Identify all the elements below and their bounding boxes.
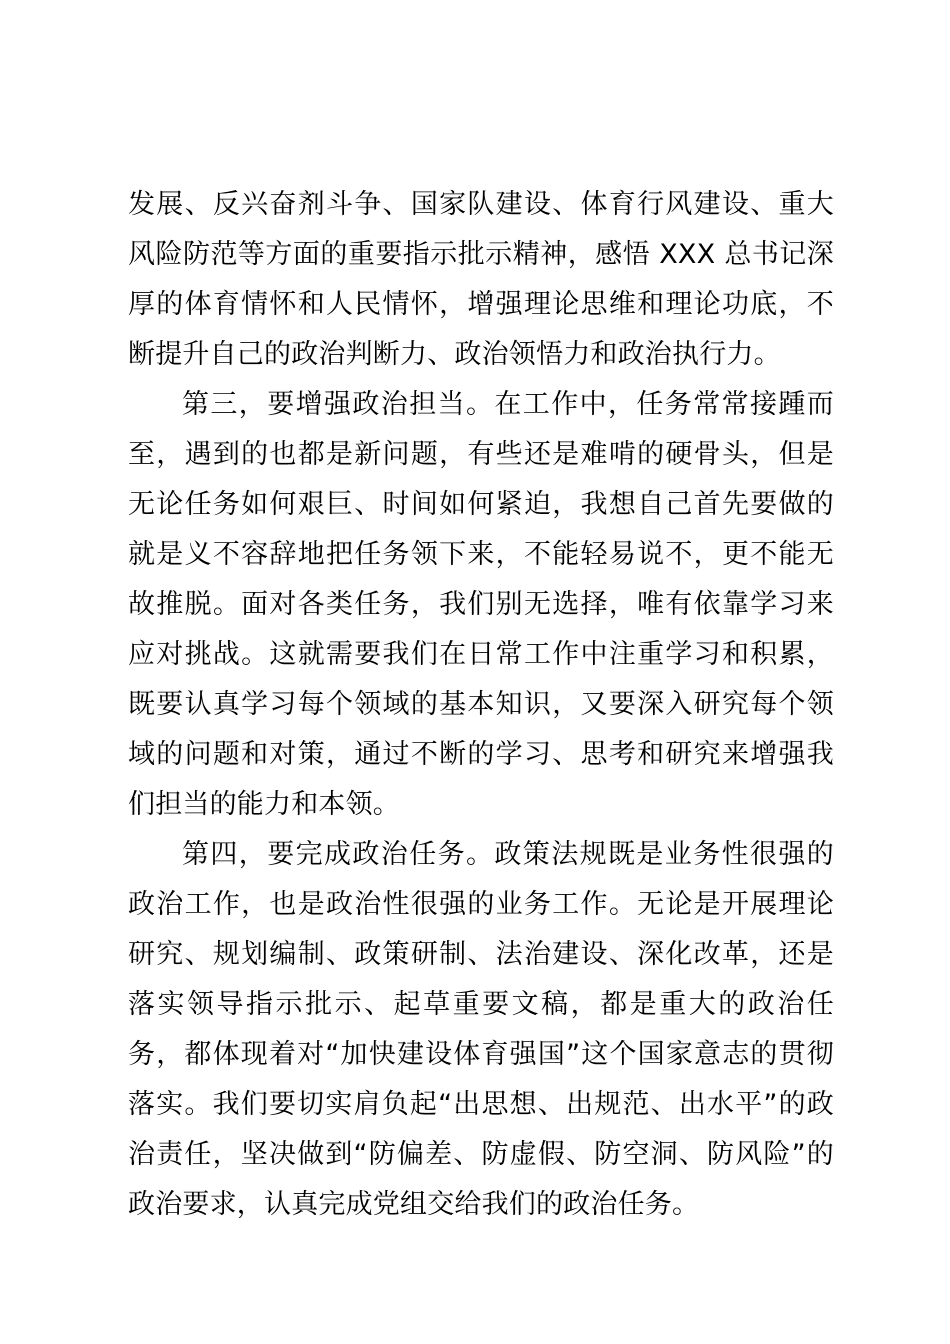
document-body: [128, 180, 834, 1230]
paragraph-fourth-point: 第四，要完成政治任务。政策法规既是业务性很强的政治工作，也是政治性很强的业务工作。无论是开展理论研究、规划编制、政策研制、法治建设、深化改革，还是落实领导指示批示、起草重要文稿，都是重大的政治任务，都体现着对“加快建设体育强国”这个国家意志的贯彻落实。我们要切实肩负起“出思想、出规范、出水平”的政治责任，坚决做到“防偏差、防虚假、防空洞、防风险”的政治要求，认真完成党组交给我们的政治任务。: [128, 839, 834, 1220]
paragraph-continued: 发展、反兴奋剂斗争、国家队建设、体育行风建设、重大风险防范等方面的重要指示批示精神，感悟 XXX 总书记深厚的体育情怀和人民情怀，增强理论思维和理论功底，不断提升自己的政治判断力、政治领悟力和政治执行力。: [128, 189, 834, 370]
paragraph-third-point: 第三，要增强政治担当。在工作中，任务常常接踵而至，遇到的也都是新问题，有些还是难啃的硬骨头，但是无论任务如何艰巨、时间如何紧迫，我想自己首先要做的就是义不容辞地把任务领下来，不能轻易说不，更不能无故推脱。面对各类任务，我们别无选择，唯有依靠学习来应对挑战。这就需要我们在日常工作中注重学习和积累，既要认真学习每个领域的基本知识，又要深入研究每个领域的问题和对策，通过不断的学习、思考和研究来增强我们担当的能力和本领。: [128, 389, 834, 820]
